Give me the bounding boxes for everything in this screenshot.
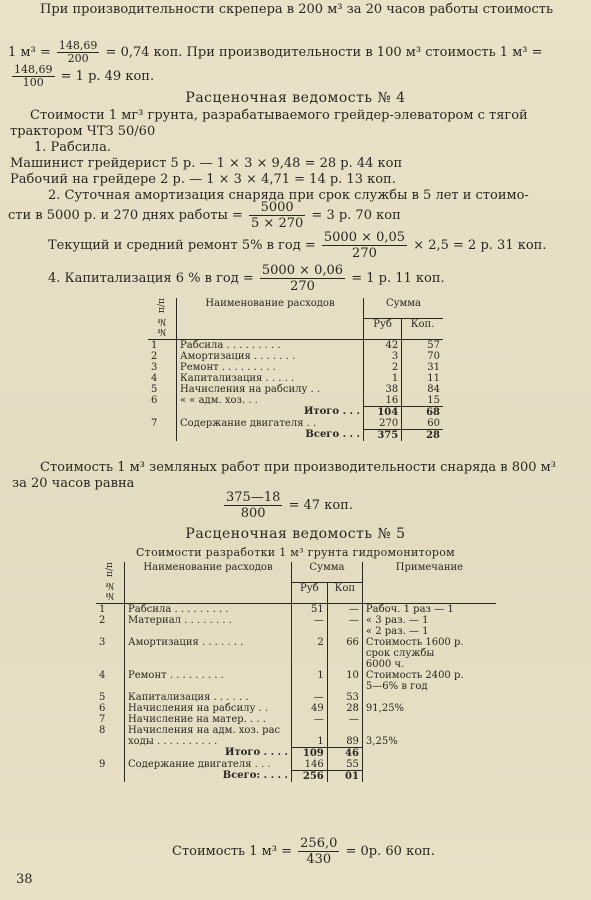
- cell-note: Стоимость 1600 р.: [365, 636, 464, 648]
- col-header-no: [96, 562, 125, 603]
- formula-line: [8, 40, 543, 65]
- cell-rub: —: [292, 615, 328, 626]
- cell-rub: [292, 659, 328, 670]
- table-row: [96, 759, 496, 771]
- cell-name: Содержание двигателя . .: [177, 418, 364, 430]
- table-row: [96, 770, 496, 782]
- text-line: 1. Рабсила.: [34, 140, 111, 155]
- text-line: трактором ЧТЗ 50/60: [10, 124, 156, 139]
- cell-no: 5: [96, 692, 125, 703]
- cell-rub: 51: [292, 603, 328, 615]
- cell-no: [96, 747, 125, 759]
- cell-no: 9: [96, 759, 125, 771]
- numerator: 148,69: [58, 39, 98, 52]
- table-row: [96, 648, 496, 659]
- cell-kop: 84: [427, 383, 440, 395]
- text-line: Стоимости 1 мг³ грунта, разрабатываемого грейдер-элеватором с тягой: [30, 108, 528, 123]
- cell-kop: 46: [327, 747, 362, 759]
- numerator: 5000 × 0,06: [261, 263, 344, 278]
- col-header-name: Наименование расходов: [177, 298, 364, 339]
- cell-rub: 49: [292, 703, 328, 714]
- col-header-rub: Руб: [292, 582, 328, 603]
- cell-rub: 146: [292, 759, 328, 771]
- table-row: [148, 384, 443, 395]
- cell-kop: [327, 626, 362, 637]
- table-row: [96, 681, 496, 692]
- cell-no: [96, 648, 125, 659]
- cell-kop: —: [327, 603, 362, 615]
- cell-no: [148, 429, 177, 441]
- table-row: [148, 395, 443, 407]
- cell-no: [96, 736, 125, 748]
- cell-no: 5: [148, 384, 177, 395]
- cost-table-4: [148, 298, 443, 441]
- table-row: [96, 615, 496, 626]
- text-line: Стоимость 1 м³ земляных работ при производительности снаряда в 800 м³: [40, 460, 556, 475]
- cell-name: Ремонт . . . . . . . . .: [125, 670, 292, 681]
- cell-kop: [327, 648, 362, 659]
- cell-kop: [327, 681, 362, 692]
- col-header-rub: Руб: [364, 318, 402, 339]
- cell-no: 4: [148, 373, 177, 384]
- cell-kop: [327, 659, 362, 670]
- cell-kop: 68: [402, 406, 443, 418]
- table-row: [148, 339, 443, 351]
- cell-kop: 53: [327, 692, 362, 703]
- numerator: 375—18: [226, 490, 281, 505]
- formula-line: [48, 230, 546, 261]
- col-header-no-label: №№ п/п: [156, 298, 167, 336]
- cell-name: Материал . . . . . . . .: [125, 615, 292, 626]
- text-segment: × 2,5 = 2 р. 31 коп.: [413, 238, 547, 253]
- fraction: [298, 836, 339, 867]
- cell-kop: 66: [327, 637, 362, 648]
- cell-name: Итого . . . .: [125, 747, 292, 759]
- cell-name: Начисления на адм. хоз. рас: [125, 725, 292, 736]
- table-row: [96, 747, 496, 759]
- fraction: [249, 200, 305, 231]
- text-line: При производительности скрепера в 200 м³ за 20 часов работы стоимость: [40, 2, 554, 17]
- cell-rub: 109: [292, 747, 328, 759]
- table-row: [96, 714, 496, 725]
- fraction: [260, 263, 345, 294]
- col-header-sum: Сумма: [292, 562, 363, 582]
- cell-note: « 2 раз. — 1: [365, 625, 429, 637]
- text-segment: сти в 5000 р. и 270 днях работы =: [8, 208, 243, 223]
- cell-rub: —: [292, 714, 328, 725]
- cell-kop: —: [327, 615, 362, 626]
- text-segment: Текущий и средний ремонт 5% в год =: [48, 238, 316, 253]
- cell-rub: 2: [364, 362, 402, 373]
- text-segment: = 0,74 коп. При производительности в 100 м³ стоимость 1 м³ =: [105, 45, 543, 60]
- cell-note: [362, 714, 496, 725]
- cell-name: Всего . . .: [177, 429, 364, 441]
- table-row: [96, 703, 496, 714]
- table-row: [148, 429, 443, 441]
- section-title: Расценочная ведомость № 4: [185, 90, 406, 106]
- table-row: [96, 637, 496, 648]
- cell-rub: [292, 648, 328, 659]
- cell-kop: [327, 725, 362, 736]
- cell-name: Начисления на рабсилу . .: [125, 703, 292, 714]
- cell-name: Начисления на рабсилу . .: [177, 384, 364, 395]
- cell-name: Итого . . .: [177, 406, 364, 418]
- cell-no: [96, 659, 125, 670]
- denominator: 270: [290, 279, 315, 294]
- table-row: [96, 626, 496, 637]
- table-row: [96, 736, 496, 748]
- cell-rub: 1: [292, 670, 328, 681]
- cell-note: Стоимость 2400 р.: [365, 669, 464, 681]
- cell-note: [362, 725, 496, 736]
- section-subtitle: Стоимости разработки 1 м³ грунта гидромонитором: [135, 546, 456, 559]
- cell-name: Капитализация . . . . .: [177, 373, 364, 384]
- text-segment: = 1 р. 11 коп.: [351, 271, 445, 286]
- cell-name: Амортизация . . . . . . .: [177, 351, 364, 362]
- formula-line: [8, 200, 401, 231]
- cell-no: [148, 406, 177, 418]
- table-row: [148, 362, 443, 373]
- formula-line: [48, 263, 445, 294]
- cell-kop: 28: [402, 429, 443, 441]
- cell-kop: 10: [327, 670, 362, 681]
- cell-rub: 2: [292, 637, 328, 648]
- cell-rub: [292, 681, 328, 692]
- fraction: [57, 40, 100, 65]
- numerator: 5000 × 0,05: [323, 230, 406, 245]
- cell-note: [362, 692, 496, 703]
- cell-kop: 31: [427, 361, 440, 373]
- cell-note: 6000 ч.: [365, 658, 405, 670]
- cell-kop: 55: [327, 759, 362, 771]
- cell-rub: 270: [364, 418, 402, 430]
- cell-name: ходы . . . . . . . . . .: [125, 736, 292, 748]
- cell-no: 3: [148, 362, 177, 373]
- cell-name: Ремонт . . . . . . . . .: [177, 362, 364, 373]
- cell-rub: [292, 725, 328, 736]
- text-line: Машинист грейдерист 5 р. — 1 × 3 × 9,48 = 28 р. 44 коп: [10, 156, 403, 171]
- cell-kop: 15: [427, 394, 440, 406]
- text-segment: = 0р. 60 коп.: [345, 844, 435, 859]
- cell-note: 3,25%: [365, 735, 398, 747]
- denominator: 100: [22, 76, 44, 89]
- cell-no: [96, 681, 125, 692]
- cost-table-5: [96, 562, 496, 782]
- cell-rub: 1: [364, 373, 402, 384]
- cell-name: Всего: . . . .: [125, 770, 292, 782]
- page-number: 38: [16, 872, 33, 887]
- table-row: [148, 406, 443, 418]
- text-segment: Стоимость 1 м³ =: [172, 844, 293, 859]
- text-segment: 1 м³ =: [8, 45, 51, 60]
- denominator: 430: [306, 852, 332, 867]
- cell-no: 1: [96, 603, 125, 615]
- cell-kop: —: [327, 714, 362, 725]
- cell-kop: 60: [427, 417, 440, 429]
- formula-line: [222, 490, 353, 521]
- text-segment: = 1 р. 49 коп.: [60, 69, 155, 84]
- cell-rub: 104: [364, 406, 402, 418]
- table-row: [148, 418, 443, 430]
- fraction: [224, 490, 282, 521]
- numerator: 148,69: [14, 63, 53, 76]
- cell-kop: 89: [327, 736, 362, 748]
- cell-kop: 28: [327, 703, 362, 714]
- cell-rub: 38: [364, 384, 402, 395]
- cell-rub: 256: [292, 770, 328, 782]
- col-header-name: Наименование расходов: [125, 562, 292, 603]
- cell-no: [96, 770, 125, 782]
- cell-no: 4: [96, 670, 125, 681]
- numerator: 256,0: [300, 836, 338, 851]
- cell-rub: —: [292, 692, 328, 703]
- numerator: 5000: [249, 200, 305, 216]
- table-row: [96, 692, 496, 703]
- denominator: 5 × 270: [251, 216, 304, 231]
- cell-note: « 3 раз. — 1: [365, 614, 429, 626]
- cell-no: 6: [148, 395, 177, 407]
- cell-no: 1: [148, 339, 177, 351]
- text-segment: = 3 р. 70 коп: [311, 208, 401, 223]
- cell-kop: 11: [427, 372, 440, 384]
- text-line: 2. Суточная амортизация снаряда при срок службы в 5 лет и стоимо-: [48, 188, 529, 203]
- table-row: [96, 659, 496, 670]
- cell-note: 91,25%: [365, 702, 405, 714]
- cell-name: Рабсила . . . . . . . . .: [177, 339, 364, 351]
- cell-rub: 42: [364, 339, 402, 351]
- cell-rub: 16: [364, 395, 402, 407]
- denominator: 800: [240, 506, 266, 521]
- cell-no: 3: [96, 637, 125, 648]
- denominator: 270: [352, 246, 377, 261]
- cell-name: [125, 648, 292, 659]
- cell-name: Капитализация . . . . . .: [125, 692, 292, 703]
- col-header-sum: Сумма: [364, 298, 444, 318]
- text-line: Рабочий на грейдере 2 р. — 1 × 3 × 4,71 = 14 р. 13 коп.: [10, 172, 396, 187]
- cell-no: 8: [96, 725, 125, 736]
- cell-no: 2: [148, 351, 177, 362]
- cell-note: Рабоч. 1 раз — 1: [365, 603, 454, 615]
- text-segment: 4. Капитализация 6 % в год =: [48, 271, 254, 286]
- cell-no: 2: [96, 615, 125, 626]
- cell-rub: 1: [292, 736, 328, 748]
- cell-no: 7: [148, 418, 177, 430]
- section-title: Расценочная ведомость № 5: [185, 526, 406, 542]
- cell-kop: 57: [427, 339, 440, 351]
- table-row: [96, 670, 496, 681]
- table-row: [148, 373, 443, 384]
- cell-name: Рабсила . . . . . . . . .: [125, 603, 292, 615]
- cell-name: [125, 626, 292, 637]
- col-header-note: Примечание: [362, 562, 496, 603]
- cell-rub: 375: [364, 429, 402, 441]
- cell-note: [362, 759, 496, 771]
- text-line: за 20 часов равна: [12, 476, 135, 491]
- cell-note: [362, 770, 496, 782]
- cell-name: « « адм. хоз. . .: [177, 395, 364, 407]
- cell-name: Содержание двигателя . . .: [125, 759, 292, 771]
- cell-kop: 01: [327, 770, 362, 782]
- table-row: [96, 603, 496, 615]
- col-header-no: [148, 298, 177, 339]
- cell-rub: 3: [364, 351, 402, 362]
- fraction: [322, 230, 407, 261]
- table-row: [96, 725, 496, 736]
- formula-line: [10, 64, 154, 89]
- col-header-kop: Коп.: [402, 318, 443, 339]
- cell-kop: 70: [427, 350, 440, 362]
- cell-note: 5—6% в год: [365, 680, 428, 692]
- text-segment: = 47 коп.: [288, 498, 353, 513]
- col-header-no-label: №№ п/п: [104, 562, 115, 600]
- table-row: [148, 351, 443, 362]
- cell-name: Амортизация . . . . . . .: [125, 637, 292, 648]
- cell-no: 7: [96, 714, 125, 725]
- cell-name: Начисление на матер. . . .: [125, 714, 292, 725]
- cell-name: [125, 659, 292, 670]
- fraction: [12, 64, 55, 89]
- cell-note: [362, 747, 496, 759]
- cell-note: срок службы: [365, 647, 435, 659]
- col-header-kop: Коп: [327, 582, 362, 603]
- cell-rub: [292, 626, 328, 637]
- formula-line: [172, 836, 435, 867]
- cell-no: [96, 626, 125, 637]
- denominator: 200: [67, 52, 89, 65]
- cell-name: [125, 681, 292, 692]
- cell-no: 6: [96, 703, 125, 714]
